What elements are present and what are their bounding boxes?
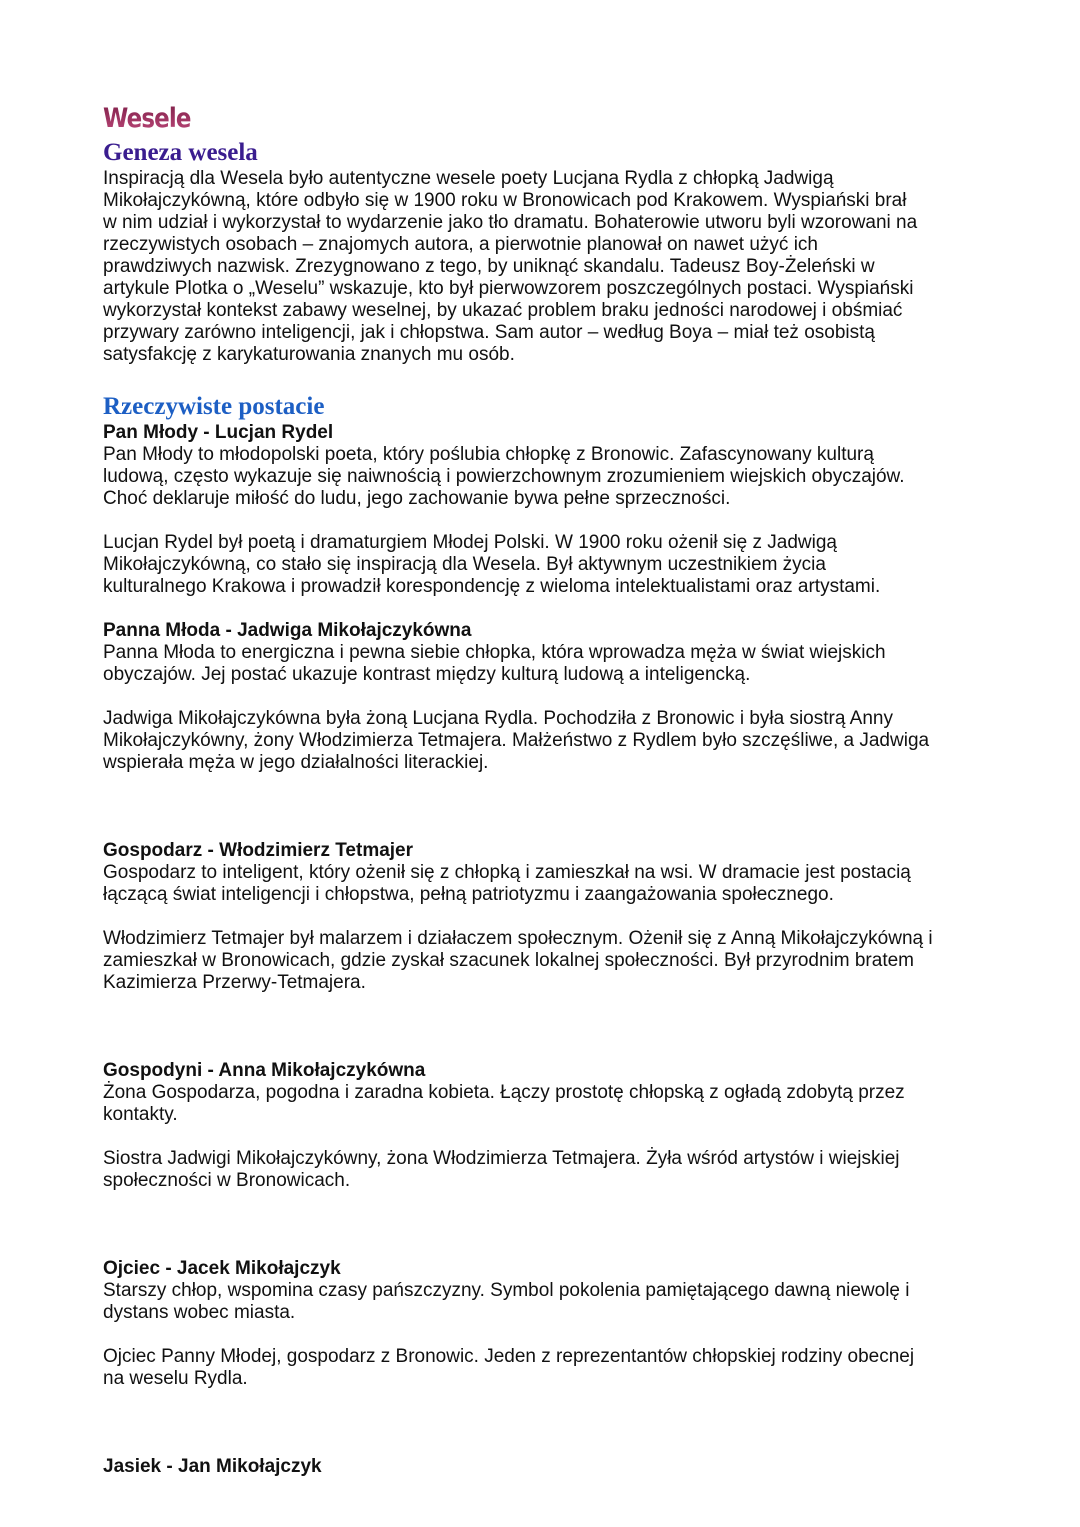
character-biography — [103, 1346, 1003, 1390]
character-entry — [103, 1258, 1003, 1456]
text-line: wspierała męża w jego działalności literackiej. — [103, 752, 489, 773]
character-biography — [103, 532, 1003, 598]
character-description — [103, 862, 1003, 906]
document-page — [103, 100, 1003, 1478]
text-line: Mikołajczykówny, żony Włodzimierza Tetmajera. Małżeństwo z Rydlem było szczęśliwe, a Jadwiga — [103, 730, 930, 751]
character-name: Gospodarz - Włodzimierz Tetmajer — [103, 840, 414, 861]
character-entry — [103, 422, 1003, 620]
text-line: przywary zarówno inteligencji, jak i chłopstwa. Sam autor – według Boya – miał też osobistą — [103, 322, 875, 343]
character-biography — [103, 928, 1003, 994]
text-line: łączącą świat inteligencji i chłopstwa, pełną patriotyzmu i zaangażowania społecznego. — [103, 884, 834, 905]
character-description — [103, 642, 1003, 686]
text-line: kontakty. — [103, 1104, 178, 1125]
text-line: artykule Plotka o „Weselu” wskazuje, kto był pierwowzorem poszczególnych postaci. Wyspiański — [103, 278, 914, 299]
text-line: Mikołajczykówną, co stało się inspiracją dla Wesela. Był aktywnym uczestnikiem życia — [103, 554, 826, 575]
character-name: Pan Młody - Lucjan Rydel — [103, 422, 334, 443]
text-line: Inspiracją dla Wesela było autentyczne wesele poety Lucjana Rydla z chłopką Jadwigą — [103, 168, 834, 189]
text-line: obyczajów. Jej postać ukazuje kontrast między kulturą ludową a inteligencką. — [103, 664, 751, 685]
document-title: Wesele — [103, 100, 191, 138]
text-line: Mikołajczykówną, które odbyło się w 1900 roku w Bronowicach pod Krakowem. Wyspiański brał — [103, 190, 907, 211]
section-heading-geneza: Geneza wesela — [103, 139, 258, 166]
character-entry — [103, 1456, 1003, 1478]
character-description — [103, 1082, 1003, 1126]
text-line: Gospodarz to inteligent, który ożenił się z chłopką i zamieszkał na wsi. W dramacie jest postacią — [103, 862, 911, 883]
character-entry — [103, 840, 1003, 1060]
text-line: prawdziwych nazwisk. Zrezygnowano z tego, by uniknąć skandalu. Tadeusz Boy-Żeleński w — [103, 256, 875, 277]
text-line: w nim udział i wykorzystał to wydarzenie jako tło dramatu. Bohaterowie utworu byli wzorowani na — [103, 212, 918, 233]
character-biography — [103, 708, 1003, 774]
text-line: społeczności w Bronowicach. — [103, 1170, 351, 1191]
text-line: Ojciec Panny Młodej, gospodarz z Bronowic. Jeden z reprezentantów chłopskiej rodziny obecnej — [103, 1346, 915, 1367]
text-line: Siostra Jadwigi Mikołajczykówny, żona Włodzimierza Tetmajera. Żyła wśród artystów i wiejskiej — [103, 1148, 900, 1169]
text-line: Choć deklaruje miłość do ludu, jego zachowanie bywa pełne sprzeczności. — [103, 488, 731, 509]
character-biography — [103, 1148, 1003, 1192]
character-entry — [103, 620, 1003, 840]
character-name: Panna Młoda - Jadwiga Mikołajczykówna — [103, 620, 472, 641]
text-line: Lucjan Rydel był poetą i dramaturgiem Młodej Polski. W 1900 roku ożenił się z Jadwigą — [103, 532, 837, 553]
character-name: Gospodyni - Anna Mikołajczykówna — [103, 1060, 426, 1081]
text-line: satysfakcję z karykaturowania znanych mu osób. — [103, 344, 515, 365]
character-entry — [103, 1060, 1003, 1258]
character-description — [103, 1280, 1003, 1324]
characters-list — [103, 422, 1003, 1478]
section-heading-postacie: Rzeczywiste postacie — [103, 393, 325, 420]
text-line: Panna Młoda to energiczna i pewna siebie chłopka, która wprowadza męża w świat wiejskich — [103, 642, 886, 663]
character-description — [103, 444, 1003, 510]
text-line: dystans wobec miasta. — [103, 1302, 296, 1323]
text-line: wykorzystał kontekst zabawy weselnej, by ukazać problem braku jedności narodowej i obśmiać — [103, 300, 903, 321]
text-line: Żona Gospodarza, pogodna i zaradna kobieta. Łączy prostotę chłopską z ogładą zdobytą przez — [103, 1082, 905, 1103]
text-line: Kazimierza Przerwy-Tetmajera. — [103, 972, 366, 993]
text-line: Pan Młody to młodopolski poeta, który poślubia chłopkę z Bronowic. Zafascynowany kulturą — [103, 444, 874, 465]
character-name: Ojciec - Jacek Mikołajczyk — [103, 1258, 341, 1279]
text-line: Starszy chłop, wspomina czasy pańszczyzny. Symbol pokolenia pamiętającego dawną niewolę i — [103, 1280, 910, 1301]
text-line: ludową, często wykazuje się naiwnością i powierzchownym zrozumieniem wiejskich obyczajów. — [103, 466, 905, 487]
geneza-paragraph — [103, 168, 1003, 366]
text-line: zamieszkał w Bronowicach, gdzie zyskał szacunek lokalnej społeczności. Był przyrodnim bratem — [103, 950, 914, 971]
text-line: Włodzimierz Tetmajer był malarzem i działaczem społecznym. Ożenił się z Anną Mikołajczykówną i — [103, 928, 933, 949]
character-name: Jasiek - Jan Mikołajczyk — [103, 1456, 322, 1477]
text-line: na weselu Rydla. — [103, 1368, 248, 1389]
text-line: kulturalnego Krakowa i prowadził korespondencję z wieloma intelektualistami oraz artystami. — [103, 576, 881, 597]
text-line: Jadwiga Mikołajczykówna była żoną Lucjana Rydla. Pochodziła z Bronowic i była siostrą Anny — [103, 708, 893, 729]
text-line: rzeczywistych osobach – znajomych autora, a pierwotnie planował on nawet użyć ich — [103, 234, 818, 255]
